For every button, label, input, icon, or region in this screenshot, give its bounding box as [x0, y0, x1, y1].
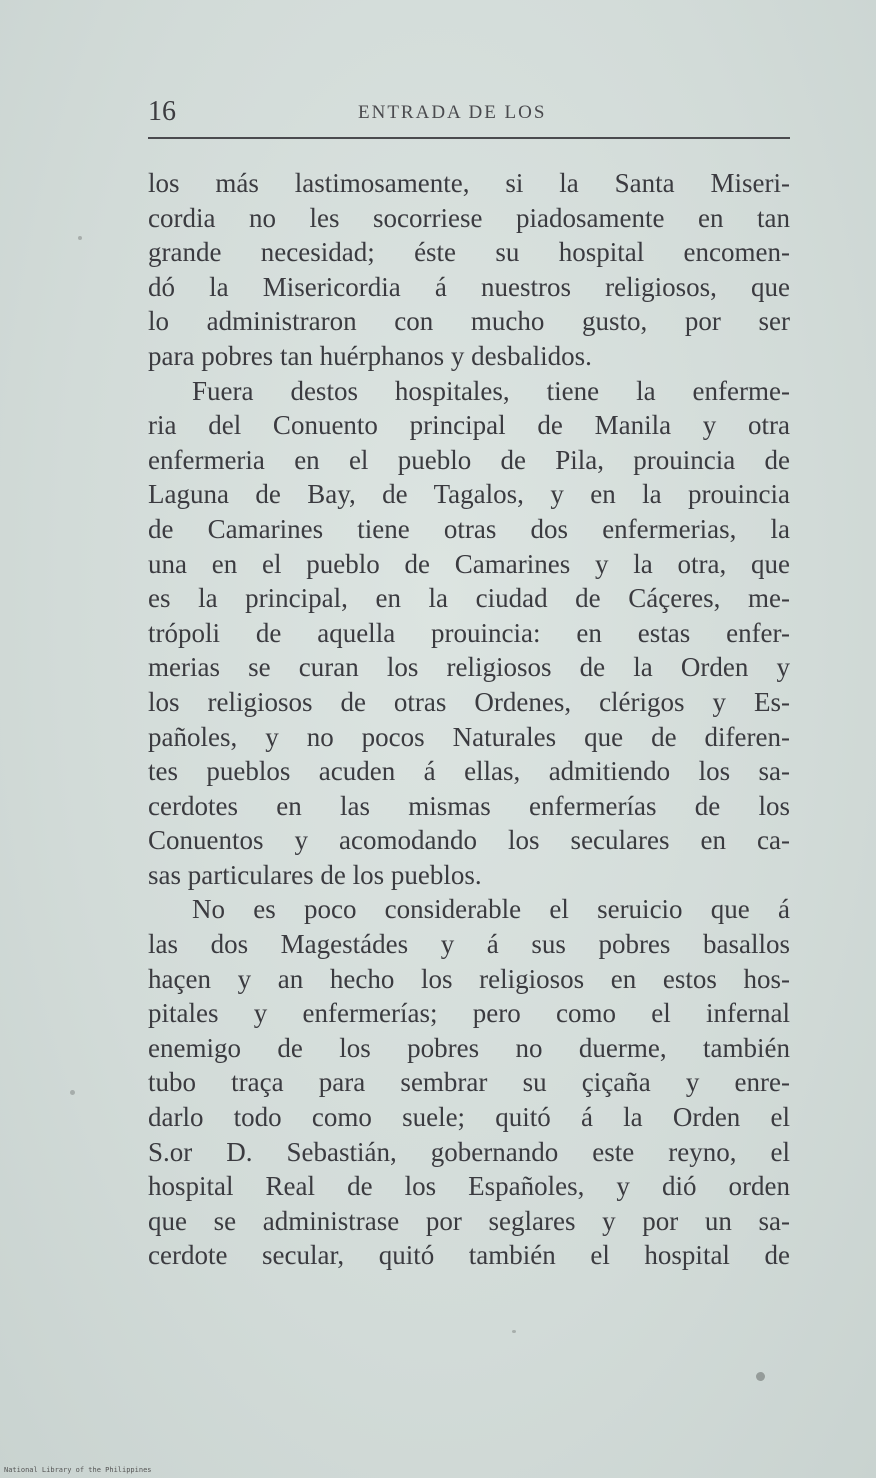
text-line: pañoles, y no pocos Naturales que de diferen-: [148, 721, 790, 752]
page-header: [148, 96, 790, 136]
text-line: tes pueblos acuden á ellas, admitiendo los sa-: [148, 756, 790, 787]
paragraph-start-line: No es poco considerable el seruicio que á: [192, 894, 790, 925]
text-line: grande necesidad; éste su hospital encomen-: [148, 237, 790, 268]
text-line: los religiosos de otras Ordenes, clérigos y Es-: [148, 686, 790, 717]
text-line: los más lastimosamente, si la Santa Miseri-: [148, 168, 790, 198]
text-line: cerdote secular, quitó también el hospital de: [148, 1240, 790, 1271]
text-line: ria del Conuento principal de Manila y otra: [148, 410, 790, 441]
body-text: [148, 166, 790, 1273]
text-line: las dos Magestádes y á sus pobres basallos: [148, 929, 790, 960]
text-line: trópoli de aquella prouincia: en estas enfer-: [148, 617, 790, 648]
text-line: tubo traça para sembrar su çiçaña y enre-: [148, 1067, 790, 1098]
text-line: que se administrase por seglares y por un sa-: [148, 1205, 790, 1236]
text-line: Conuentos y acomodando los seculares en ca-: [148, 825, 790, 856]
text-line: una en el pueblo de Camarines y la otra, que: [148, 548, 790, 579]
running-head: ENTRADA DE LOS: [358, 102, 547, 123]
paper-speck: [70, 1090, 75, 1095]
text-line: S.or D. Sebastián, gobernando este reyno, el: [148, 1136, 790, 1167]
header-rule: [148, 137, 790, 139]
paper-speck: [512, 1330, 516, 1333]
text-line: lo administraron con mucho gusto, por ser: [148, 306, 790, 337]
text-line: cerdotes en las mismas enfermerías de los: [148, 790, 790, 821]
text-line: haçen y an hecho los religiosos en estos hos-: [148, 963, 790, 994]
paragraph-start-line: Fuera destos hospitales, tiene la enferme-: [192, 375, 790, 406]
text-line: de Camarines tiene otras dos enfermerias, la: [148, 513, 790, 544]
paper-speck: [756, 1372, 765, 1381]
text-line: hospital Real de los Españoles, y dió orden: [148, 1171, 790, 1202]
text-line: enemigo de los pobres no duerme, también: [148, 1032, 790, 1063]
text-line: Laguna de Bay, de Tagalos, y en la prouincia: [148, 479, 790, 510]
text-line: merias se curan los religiosos de la Orden y: [148, 652, 790, 683]
text-line: pitales y enfermerías; pero como el infernal: [148, 998, 790, 1029]
text-line: cordia no les socorriese piadosamente en tan: [148, 202, 790, 233]
text-line: sas particulares de los pueblos.: [148, 859, 482, 890]
text-line: dó la Misericordia á nuestros religiosos, que: [148, 271, 790, 302]
text-line: enfermeria en el pueblo de Pila, prouincia de: [148, 444, 790, 475]
footer-credit: National Library of the Philippines: [4, 1466, 152, 1474]
paper-speck: [78, 236, 82, 240]
text-line: es la principal, en la ciudad de Cáçeres, me-: [148, 583, 790, 614]
text-line: para pobres tan huérphanos y desbalidos.: [148, 340, 592, 371]
text-line: darlo todo como suele; quitó á la Orden el: [148, 1102, 790, 1133]
page-number: 16: [148, 96, 176, 127]
